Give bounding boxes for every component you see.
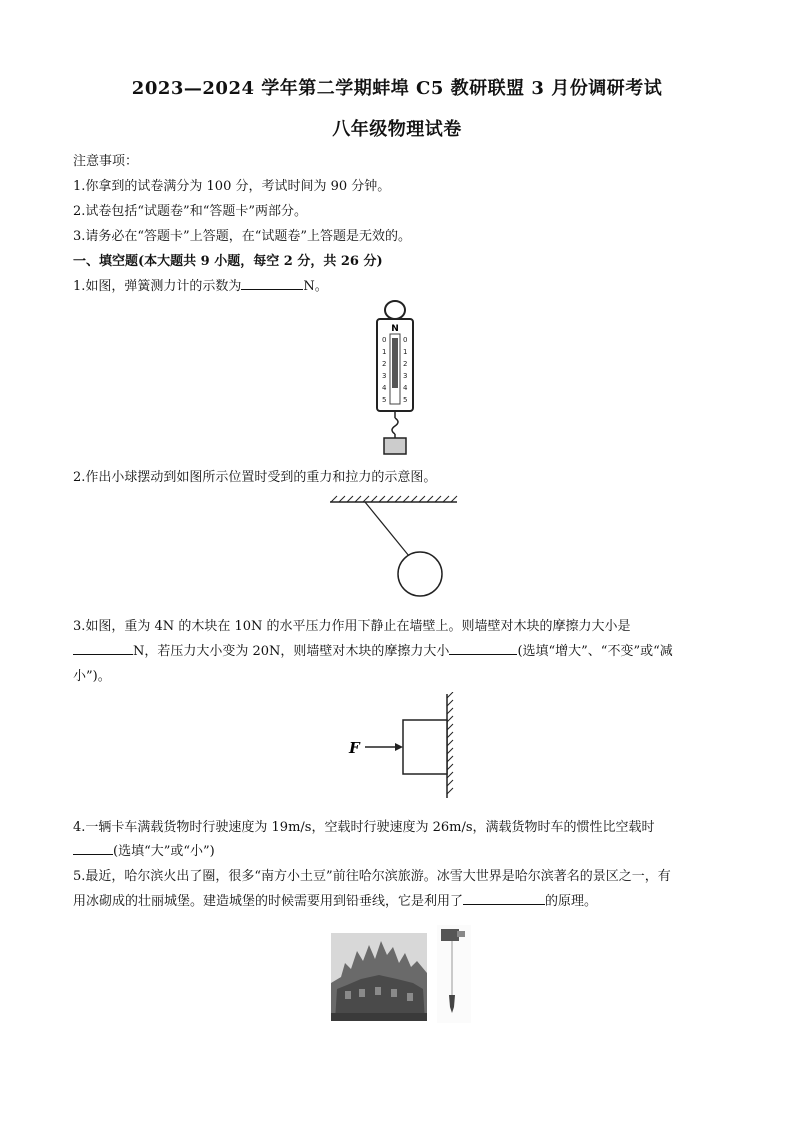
scale-tick-left: 0 bbox=[382, 336, 387, 344]
wood-block bbox=[403, 720, 447, 774]
question-3-line-2 bbox=[73, 640, 673, 659]
plumb-line-photo bbox=[437, 925, 471, 1023]
q3-end-text: (选填“增大”、“不变”或“减 bbox=[517, 644, 673, 659]
section-heading: 一、填空题(本大题共 9 小题，每空 2 分，共 26 分) bbox=[73, 254, 383, 269]
spring-scale-figure bbox=[360, 298, 430, 456]
scale-tick-left: 2 bbox=[382, 360, 387, 368]
question-5-line-1: 5.最近，哈尔滨火出了圈，很多“南方小土豆”前往哈尔滨旅游。冰雪大世界是哈尔滨著名的景区之一，有 bbox=[73, 869, 671, 884]
note-item-2: 2.试卷包括“试题卷”和“答题卡”两部分。 bbox=[73, 204, 307, 219]
note-item-3: 3.请务必在“答题卡”上答题，在“试题卷”上答题是无效的。 bbox=[73, 229, 411, 244]
q3-answer-blank-2[interactable] bbox=[449, 642, 517, 655]
q1-unit: N。 bbox=[303, 279, 328, 294]
question-1 bbox=[73, 275, 328, 294]
scale-tick-left: 5 bbox=[382, 396, 387, 404]
q1-answer-blank[interactable] bbox=[241, 277, 303, 290]
q3-answer-blank-1[interactable] bbox=[73, 642, 133, 655]
scale-unit-label: N bbox=[391, 324, 399, 334]
scale-tick-right: 3 bbox=[403, 372, 408, 380]
scale-tick-left: 3 bbox=[382, 372, 387, 380]
q4-answer-blank[interactable] bbox=[73, 842, 113, 855]
note-item-1: 1.你拿到的试卷满分为 100 分，考试时间为 90 分钟。 bbox=[73, 179, 391, 194]
pendulum-figure bbox=[325, 494, 460, 602]
question-5-line-2 bbox=[73, 890, 597, 909]
scale-tick-left: 4 bbox=[382, 384, 387, 392]
q5-text: 用冰砌成的壮丽城堡。建造城堡的时候需要用到铅垂线，它是利用了 bbox=[73, 894, 464, 909]
block-wall-figure bbox=[343, 692, 458, 800]
q4-option-text: (选填“大”或“小”) bbox=[113, 844, 215, 859]
hanging-weight bbox=[384, 438, 406, 454]
q5-end-text: 的原理。 bbox=[545, 894, 598, 909]
force-label: F bbox=[349, 739, 360, 757]
pendulum-ball bbox=[398, 552, 442, 596]
notes-heading: 注意事项： bbox=[73, 154, 139, 169]
scale-tick-right: 5 bbox=[403, 396, 408, 404]
scale-tick-left: 1 bbox=[382, 348, 387, 356]
ice-castle-photo bbox=[331, 933, 427, 1021]
scale-tick-right: 1 bbox=[403, 348, 408, 356]
question-3-line-1: 3.如图，重为 4N 的木块在 10N 的水平压力作用下静止在墙壁上。则墙壁对木块的摩擦力大小是 bbox=[73, 619, 631, 634]
scale-tick-right: 0 bbox=[403, 336, 408, 344]
question-3-line-3: 小”)。 bbox=[73, 669, 111, 684]
question-2: 2.作出小球摆动到如图所示位置时受到的重力和拉力的示意图。 bbox=[73, 470, 437, 485]
exam-subtitle: 八年级物理试卷 bbox=[332, 119, 462, 140]
question-4-line-2 bbox=[73, 840, 215, 859]
q5-answer-blank[interactable] bbox=[463, 892, 545, 905]
exam-title: 2023—2024 学年第二学期蚌埠 C5 教研联盟 3 月份调研考试 bbox=[131, 78, 663, 99]
q3-mid-text: N，若压力大小变为 20N，则墙壁对木块的摩擦力大小 bbox=[133, 644, 450, 659]
question-4-line-1: 4.一辆卡车满载货物时行驶速度为 19m/s，空载时行驶速度为 26m/s，满载货物时车的惯性比空载时 bbox=[73, 820, 655, 835]
q1-text: 1.如图，弹簧测力计的示数为 bbox=[73, 279, 242, 294]
scale-tick-right: 4 bbox=[403, 384, 408, 392]
pendulum-string bbox=[365, 502, 409, 556]
scale-tick-right: 2 bbox=[403, 360, 408, 368]
